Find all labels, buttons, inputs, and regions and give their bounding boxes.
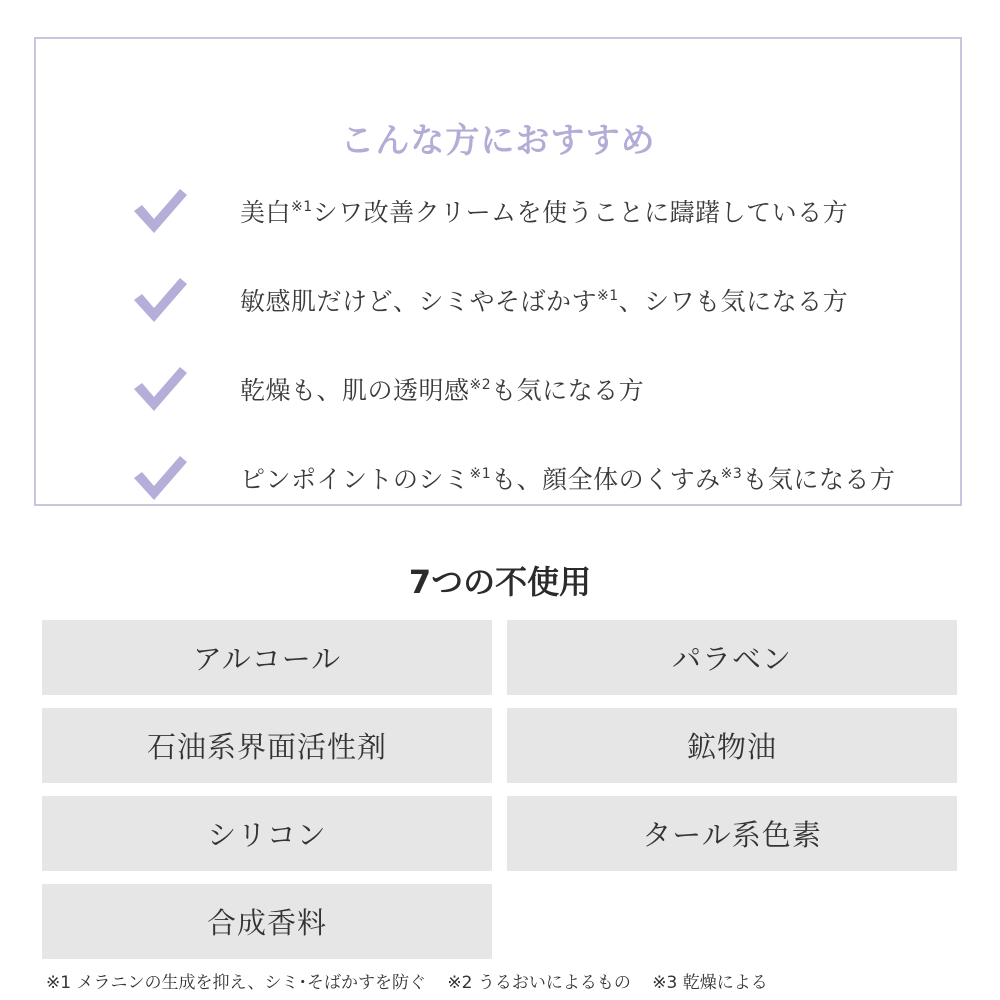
footnote: ※3 乾燥による xyxy=(652,973,768,993)
recommend-title: こんな方におすすめ xyxy=(340,121,656,161)
recommend-item xyxy=(132,448,896,508)
free-from-item: シリコン xyxy=(42,796,492,871)
checkmark-icon xyxy=(132,187,188,235)
recommend-item xyxy=(132,270,849,330)
free-from-grid xyxy=(42,620,957,959)
footnote: ※1 メラニンの生成を抑え、シミ･そばかすを防ぐ xyxy=(46,973,426,993)
free-from-item: 合成香料 xyxy=(42,884,492,959)
recommend-item-text: 敏感肌だけど、シミやそばかす$^{※1}$、シワも気になる方 xyxy=(240,287,849,316)
recommend-item-text: 美白$^{※1}$シワ改善クリームを使うことに躊躇している方 xyxy=(240,198,849,227)
free-from-item: タール系色素 xyxy=(507,796,957,871)
footnote: ※2 うるおいによるもの xyxy=(447,973,631,993)
recommend-item xyxy=(132,359,645,419)
recommend-item xyxy=(132,181,849,241)
checkmark-icon xyxy=(132,276,188,324)
recommend-box xyxy=(34,37,962,506)
free-from-item: パラベン xyxy=(507,620,957,695)
recommend-item-text: 乾燥も、肌の透明感$^{※2}$も気になる方 xyxy=(240,376,645,405)
footnotes xyxy=(46,968,768,993)
checkmark-icon xyxy=(132,454,188,502)
free-from-item: アルコール xyxy=(42,620,492,695)
checkmark-icon xyxy=(132,365,188,413)
free-from-title: 7つの不使用 xyxy=(408,563,592,601)
free-from-item: 石油系界面活性剤 xyxy=(42,708,492,783)
recommend-item-text: ピンポイントのシミ$^{※1}$も、顔全体のくすみ$^{※3}$も気になる方 xyxy=(240,465,896,494)
free-from-item: 鉱物油 xyxy=(507,708,957,783)
